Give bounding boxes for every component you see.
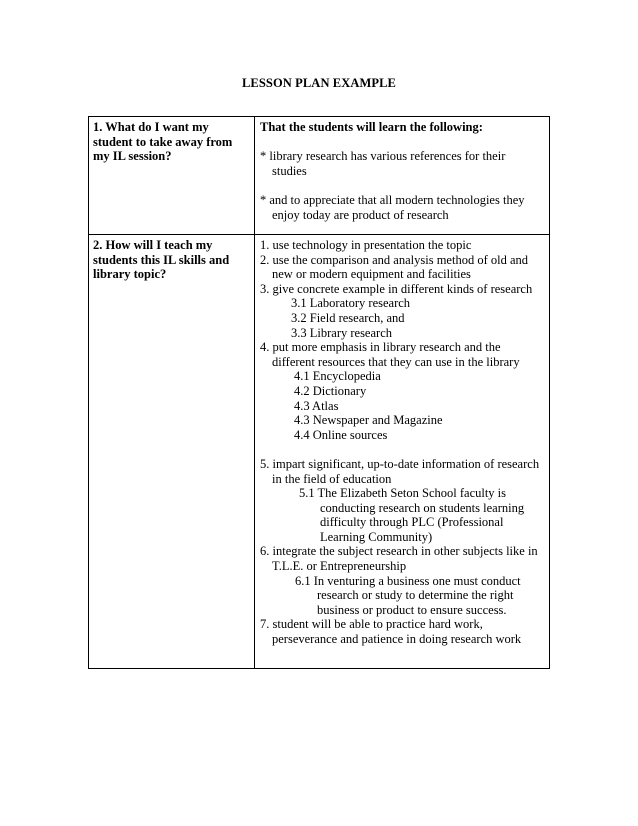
answer-line: 2. use the comparison and analysis method of old and	[260, 252, 528, 267]
question-line: my IL session?	[93, 149, 172, 164]
answer-line: 4.3 Newspaper and Magazine	[294, 413, 443, 428]
answer-line: 5. impart significant, up-to-date information of research	[260, 456, 540, 471]
answer-line: enjoy today are product of research	[272, 207, 449, 222]
answer-line: 4.2 Dictionary	[294, 383, 367, 398]
question-line: library topic?	[93, 267, 167, 282]
question-line: students this IL skills and	[93, 252, 230, 267]
question-cell	[89, 117, 255, 234]
page-title: LESSON PLAN EXAMPLE	[241, 76, 396, 90]
spacer	[260, 178, 545, 193]
answer-line: research or study to determine the right	[317, 588, 514, 603]
question-line: 2. How will I teach my	[93, 238, 213, 252]
answer-line: perseverance and patience in doing research work	[272, 632, 522, 647]
lesson-plan-table	[88, 116, 550, 669]
answer-line: business or product to ensure success.	[317, 602, 507, 617]
answer-line: Learning Community)	[320, 529, 433, 544]
answer-line: 4. put more emphasis in library research and the	[260, 340, 501, 355]
answer-line: 6. integrate the subject research in other subjects like in	[260, 544, 538, 559]
spacer	[260, 135, 545, 150]
answer-line: 4.4 Online sources	[294, 427, 388, 442]
answer-line: new or modern equipment and facilities	[272, 267, 471, 282]
answer-line: 1. use technology in presentation the topic	[260, 238, 472, 252]
answer-line: * library research has various references for their	[260, 149, 506, 164]
answer-line: * and to appreciate that all modern technologies they	[260, 192, 525, 207]
table-row	[89, 117, 549, 234]
answer-line: 7. student will be able to practice hard work,	[260, 617, 483, 632]
answer-line: difficulty through PLC (Professional	[320, 515, 504, 530]
question-line: student to take away from	[93, 134, 233, 149]
answer-line: 3.3 Library research	[291, 325, 392, 340]
answer-cell	[255, 117, 549, 234]
answer-line: different resources that they can use in the library	[272, 354, 520, 369]
answer-line: 3.1 Laboratory research	[291, 296, 411, 311]
answer-line: T.L.E. or Entrepreneurship	[272, 559, 407, 574]
answer-line: 3. give concrete example in different kinds of research	[260, 281, 533, 296]
question-line: 1. What do I want my	[93, 120, 209, 134]
spacer	[260, 442, 545, 457]
answer-line: That the students will learn the following:	[260, 120, 483, 134]
answer-line: 5.1 The Elizabeth Seton School faculty is	[299, 486, 507, 501]
answer-line: 4.3 Atlas	[294, 398, 339, 413]
question-cell	[89, 235, 255, 668]
answer-line: conducting research on students learning	[320, 500, 525, 515]
answer-line: studies	[272, 163, 307, 178]
answer-line: 6.1 In venturing a business one must conduct	[295, 573, 521, 588]
answer-line: in the field of education	[272, 471, 392, 486]
answer-line: 4.1 Encyclopedia	[294, 369, 381, 384]
answer-cell	[255, 235, 549, 668]
answer-line: 3.2 Field research, and	[291, 310, 405, 325]
table-row	[89, 234, 549, 668]
